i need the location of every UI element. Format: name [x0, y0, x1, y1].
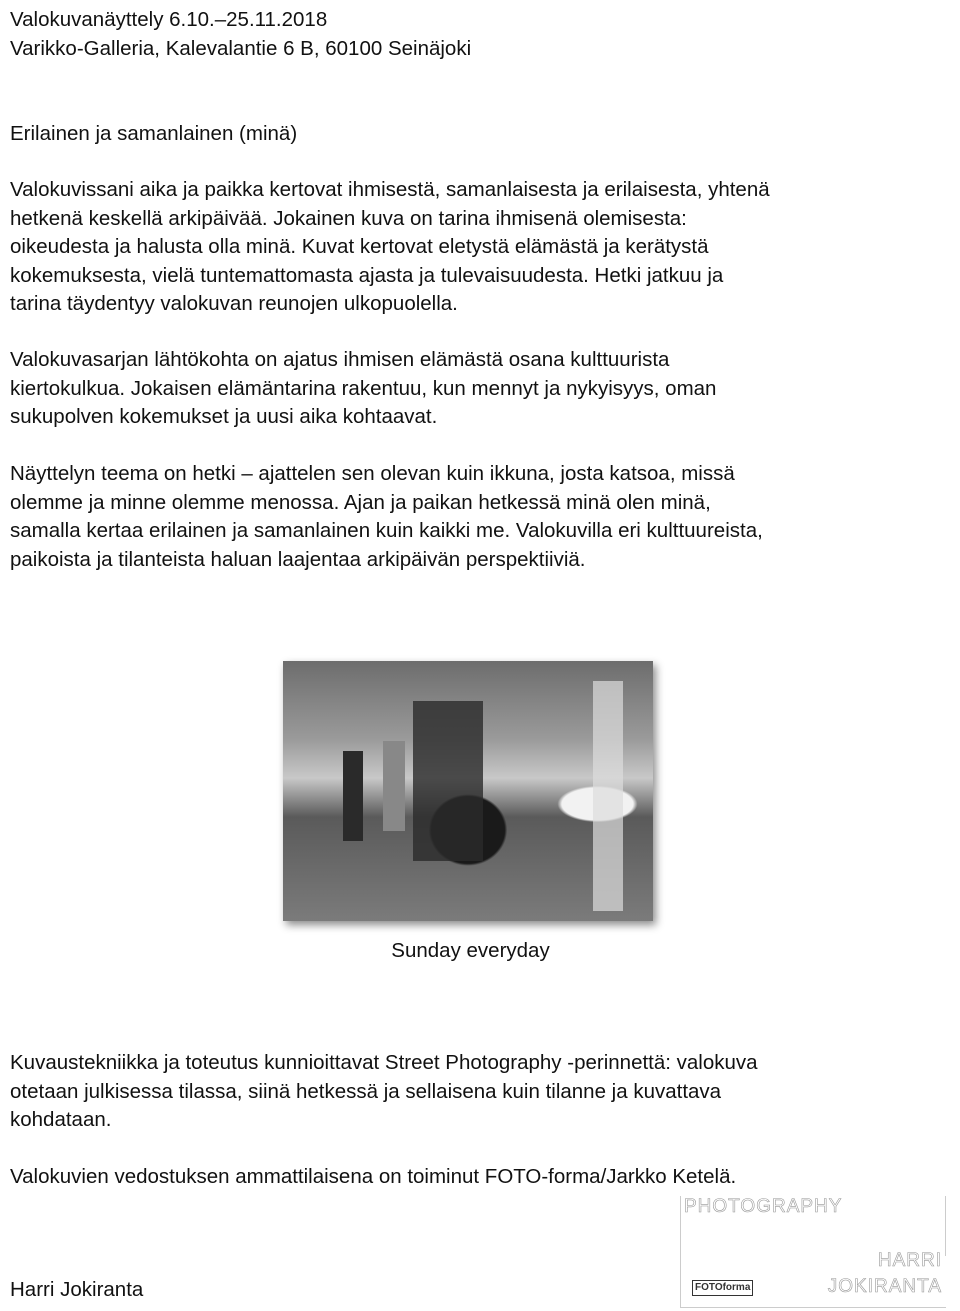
exhibition-venue: Varikko-Galleria, Kalevalantie 6 B, 60100 Seinäjoki	[10, 36, 472, 60]
fotoforma-badge: FOTOforma	[692, 1280, 753, 1296]
photo-caption: Sunday everyday	[391, 939, 550, 962]
paragraph-technique: Kuvaustekniikka ja toteutus kunnioittavat Street Photography -perinnettä: valokuva otetaan julkisessa tilassa, siinä hetkessä ja sellaisena kuin tilanne ja kuvattava kohdataan.	[10, 1051, 758, 1132]
paragraph-1: Valokuvissani aika ja paikka kertovat ihmisestä, samanlaisesta ja erilaisesta, yhtenä hetkenä keskellä arkipäivää. Jokainen kuva on tarina ihmisenä olemisesta: oikeudesta ja halusta olla minä. Kuvat kertovat eletystä elämästä ja kerätystä kokemuksesta, vielä tuntemattomasta ajasta ja tulevaisuudesta. Hetki jatkuu ja tarina täydentyy valokuvan reunojen ulkopuolella.	[10, 178, 770, 316]
signature: Harri Jokiranta	[10, 1278, 144, 1301]
exhibition-dates: Valokuvanäyttely 6.10.–25.11.2018	[10, 8, 328, 31]
street-photo	[283, 661, 653, 921]
paragraph-2: Valokuvasarjan lähtökohta on ajatus ihmisen elämästä osana kulttuurista kiertokulkua. Jokaisen elämäntarina rakentuu, kun mennyt ja nykyisyys, oman sukupolven kokemukset ja uusi aika kohtaavat.	[10, 348, 717, 429]
exhibition-title: Erilainen ja samanlainen (minä)	[10, 122, 298, 145]
paragraph-3: Näyttelyn teema on hetki – ajattelen sen olevan kuin ikkuna, josta katsoa, missä olemme ja minne olemme menossa. Ajan ja paikan hetkessä minä olen minä, samalla kertaa erilainen ja samanlainen kuin kaikki me. Valokuvilla eri kulttuureista, paikoista ja tilanteista haluan laajentaa arkipäivän perspektiiviä.	[10, 462, 763, 571]
paragraph-printing: Valokuvien vedostuksen ammattilaisena on toiminut FOTO-forma/Jarkko Ketelä.	[10, 1165, 737, 1188]
exhibition-header	[10, 6, 950, 63]
watermark-logo: PHOTOGRAPHY HARRI JOKIRANTA FOTOforma	[680, 1196, 946, 1308]
